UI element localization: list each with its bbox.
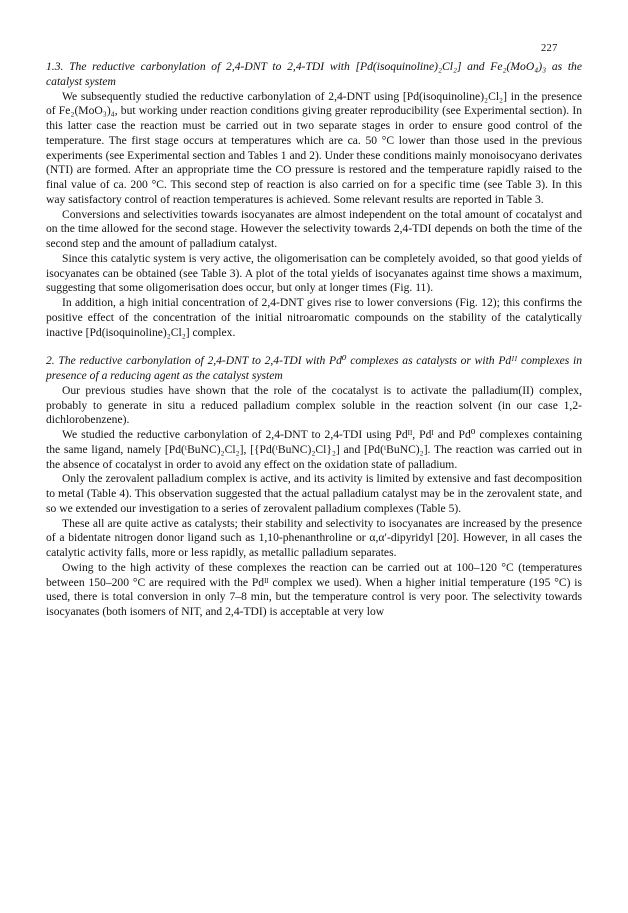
section-2-title: 2. The reductive carbonylation of 2,4-DNT to 2,4-TDI with Pd⁰ complexes as catalysts or with Pdᴵᴵ complexes in presence of a reducing agent as the catalyst system [46,354,582,382]
paragraph: These all are quite active as catalysts; their stability and selectivity to isocyanates are increased by the presence of a bidentate nitrogen donor ligand such as 1,10-phenanthroline or α,α′-dipyridyl [20]. However, in all cases the catalytic activity falls, more or less rapidly, as metallic palladium separates. [46,516,582,559]
page-number: 227 [541,43,558,54]
paragraph: In addition, a high initial concentration of 2,4-DNT gives rise to lower conversions (Fig. 12); this confirms the positive effect of the concentration of the initial nitroaromatic compounds on the stability of the catalytically inactive [Pd(isoquinoline)₂Cl₂] complex. [46,296,582,339]
paragraph: We subsequently studied the reductive carbonylation of 2,4-DNT using [Pd(isoquinoline)₂Cl₂] in the presence of Fe₂(MoO₃)₄, but working under reaction conditions giving greater reproducibility (see Experimental section). In this latter case the reaction must be carried out in two separate stages in order to ensure good control of the temperature. The first stage occurs at temperatures which are ca. 50 °C lower than those used in the previous experiments (see Experimental section and Tables 1 and 2). Under these conditions mainly monoisocyano derivates (NTI) are formed. After an appropriate time the CO pressure is restored and the temperature rapidly raised to the final value of ca. 200 °C. This second step of reaction is also carried on for a specific time (see Table 3). In this way satisfactory control of reaction temperatures is achieved. Some relevant results are reported in Table 3. [46,89,582,206]
paragraph: Owing to the high activity of these complexes the reaction can be carried out at 100–120 °C (temperatures between 150–200 °C are required with the Pdᴵᴵ complex we used). When a higher initial temperature (195 °C) is used, there is total conversion in only 7–8 min, but the temperature control is very poor. The selectivity towards isocyanates (both isomers of NIT, and 2,4-TDI) is acceptable at very low [46,560,582,618]
section-1-3-title: 1.3. The reductive carbonylation of 2,4-DNT to 2,4-TDI with [Pd(isoquinoline)₂Cl₂] and Fe₂(MoO₄)₃ as the catalyst system [46,60,582,88]
paragraph: Conversions and selectivities towards isocyanates are almost independent on the total amount of cocatalyst and on the time allowed for the second stage. However the selectivity towards 2,4-TDI depends on both the time of the second step and the amount of palladium catalyst. [46,207,582,250]
paragraph: We studied the reductive carbonylation of 2,4-DNT to 2,4-TDI using Pdᴵᴵ, Pdᴵ and Pd⁰ complexes containing the same ligand, namely [Pd(ᵗBuNC)₂Cl₂], [{Pd(ᵗBuNC)₂Cl}₂] and [Pd(ᵗBuNC)₂]. The reaction was carried out in the absence of cocatalyst in order to avoid any effect on the oxidation state of palladium. [46,428,582,471]
page-body [46,60,582,620]
paragraph: Only the zerovalent palladium complex is active, and its activity is limited by extensive and fast decomposition to metal (Table 4). This observation suggested that the actual palladium catalyst may be in the zerovalent state, and so we extended our investigation to a series of zerovalent palladium complexes (Table 5). [46,472,582,515]
paragraph: Since this catalytic system is very active, the oligomerisation can be completely avoided, so that good yields of isocyanates can be obtained (see Table 3). A plot of the total yields of isocyanates against time shows a maximum, suggesting that some oligomerisation does occur, but only at longer times (Fig. 11). [46,251,582,295]
paragraph: Our previous studies have shown that the role of the cocatalyst is to activate the palladium(II) complex, probably to generate in situ a reduced palladium complex soluble in the reaction solvent (in our case 1,2-dichlorobenzene). [46,383,582,427]
